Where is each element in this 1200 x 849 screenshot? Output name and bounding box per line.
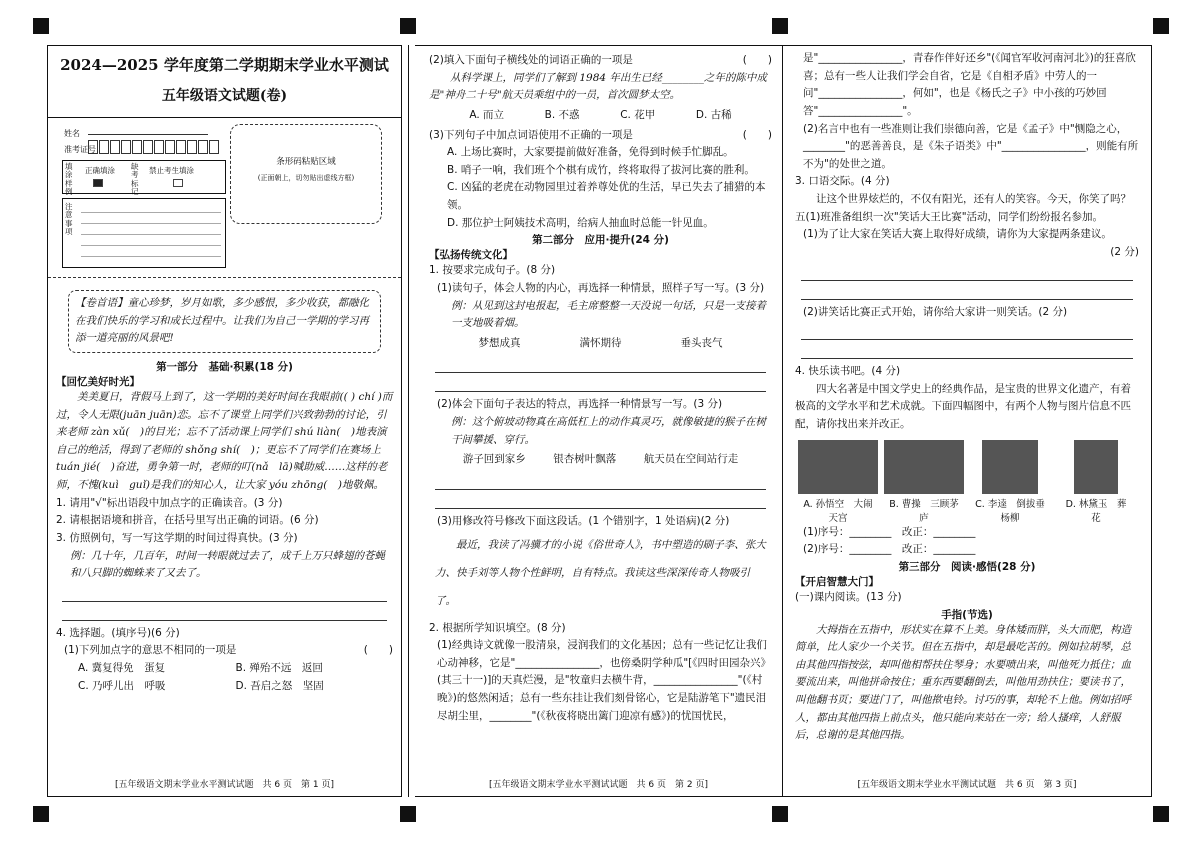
option-d[interactable]: D. 那位护士阿姨技术高明，给病人抽血时总能一针见血。 xyxy=(447,216,714,229)
registration-mark xyxy=(772,18,788,34)
picture-c: C. 李逵 倒拔垂杨柳 xyxy=(975,440,1045,524)
notice-box: 注意事项 xyxy=(62,198,226,268)
question-2: 2. 根据所学知识填空。(8 分) xyxy=(429,621,566,634)
question-1-3-text: 最近，我读了冯骥才的小说《俗世奇人》，书中塑造的刷子李、张大力、快手刘等人物个性鲜明，自有特点。我读这些深深传奇人物吸引了。 xyxy=(435,538,766,608)
question-4-3: (3)下列句子中加点词语使用不正确的一项是 ( ) xyxy=(429,128,772,141)
question-4-1-options xyxy=(56,660,393,695)
question-3-2: (2)讲笑话比赛正式开始，请你给大家讲一则笑话。(2 分) xyxy=(803,305,1068,318)
answer-line[interactable] xyxy=(62,602,387,621)
answer-line[interactable] xyxy=(435,471,766,490)
absent-checkbox[interactable] xyxy=(173,179,183,187)
question-2-1-cont: 是"________________，青春作伴好还乡"(《闻官军收河南河北》)的狂喜欣喜；总有一些人让我们学会自省，它是《自相矛盾》中劳人的一问"________________，何如"，也是《杨氏之子》中小孩的巧妙回答"________________"。 xyxy=(803,52,1136,117)
option-d[interactable]: D. 吾启之怒 坚固 xyxy=(235,679,324,692)
exam-subtitle: 五年级语文试题(卷) xyxy=(161,88,288,104)
picture-a: A. 孙悟空 大闹天宫 xyxy=(803,440,873,524)
option-c[interactable]: C. 花甲 xyxy=(620,108,656,121)
option-a[interactable]: A. 上场比赛时，大家要提前做好准备，免得到时候手忙脚乱。 xyxy=(447,146,734,159)
page-footer: [五年级语文期末学业水平测试试题 共 6 页 第 3 页] xyxy=(857,780,1077,790)
question-2-2: (2)名言中也有一些准则让我们崇德向善，它是《孟子》中"恻隐之心，________"的恶善善良，是《朱子语类》中"________________，则能有所不为"的处世之道。 xyxy=(803,122,1139,170)
answer-line[interactable] xyxy=(435,490,766,509)
passage-text: 美美夏日，背假马上到了，这一学期的美好时间在我眼前(( ) chí )而过，令人无限(juān juān)恋。忘不了课堂上同学们兴致勃勃的讨论，引来老师 zàn xǔ( )的目光；忘不了活动课上同学们 shú liàn( )地表演自己的绝活，得到了老师的 shǒng shí( )；更忘不了同学们在赛场上 tuán jié( )奋进，勇争第一时，老师的叮(nǎ lā)喊助威……这样的老师，不愧(kuì guǐ)是我们的知心人，让大家 yóu zhōng( )地敬佩。 xyxy=(56,390,393,491)
registration-mark xyxy=(400,806,416,822)
option-b[interactable]: B. 殚殆不远 返回 xyxy=(235,662,323,674)
fix-line-1[interactable]: (1)序号：________ 改正：________ xyxy=(803,525,976,538)
registration-mark xyxy=(33,806,49,822)
registration-mark xyxy=(1153,806,1169,822)
registration-mark xyxy=(33,18,49,34)
reading-text: 大拇指在五指中，形状实在算不上美。身体矮而胖，头大而肥，构造简单，比人家少一个关节。但在五指中，却是最吃苦的。例如拉胡琴，总由其他四指按弦，却叫他相帮扶住琴身；水要喷出来，叫他死力抵住；血要流出来，叫他拼命按住；重东西要翻倒去，叫他用劲扶住；要读书了，叫他翻书页；要进门了，叫他揿电铃。讨巧的事，却轮不上他。例如招呼人，都由其他四指上前点头，他只能向来站在一旁；给人搔痒，人舒服后，总谢的是其他四指。 xyxy=(795,623,1131,742)
preface-box xyxy=(68,290,381,353)
reading-section: (一)课内阅读。(13 分) xyxy=(795,590,902,603)
question-4-2-options xyxy=(429,105,772,127)
name-field[interactable] xyxy=(88,134,208,135)
question-3-text: 让这个世界炫烂的，不仅有阳光，还有人的笑容。今天，你笑了吗？五(1)班准备组织一次"笑话大王比赛"活动，同学们纷纷报名参加。 xyxy=(795,193,1131,223)
answer-line[interactable] xyxy=(435,354,766,373)
question-4-1: (1)下列加点字的意思不相同的一项是 ( ) xyxy=(64,644,393,657)
option-d[interactable]: D. 古稀 xyxy=(695,108,732,121)
question-1-1: (1)读句子，体会人物的内心，再选择一种情景，照样子写一写。(3 分) xyxy=(437,281,765,294)
registration-mark xyxy=(772,806,788,822)
scenario-options xyxy=(429,333,772,355)
question-4-2: (2)填入下面句子横线处的词语正确的一项是 ( ) xyxy=(429,54,772,66)
answer-line[interactable] xyxy=(62,583,387,602)
part-1-heading: 第一部分 基础·积累(18 分) xyxy=(156,360,293,373)
scenario-options xyxy=(429,449,772,471)
preface-text: 【卷首语】童心珍梦，岁月如歌，多少感恨，多少收获，都融化在我们快乐的学习和成长过程中。让我们为自己一学期的学习再添一道亮丽的风景吧! xyxy=(75,297,369,345)
question-3-example: 例：几十年，几百年，时间一转眼就过去了，成千上万只蜂翅的苍蝇和八只脚的蜘蛛来了又去了。 xyxy=(70,549,385,580)
id-cells[interactable] xyxy=(88,140,220,157)
fill-example-box: 填涂样例 正确填涂 缺考标记 禁止考生填涂 xyxy=(62,160,226,194)
column-divider xyxy=(408,45,409,797)
option-b[interactable]: B. 哨子一响，我们班个个棋有成竹，终将取得了拔河比赛的胜利。 xyxy=(447,163,755,176)
exam-title: 2024—2025 学年度第二学期期末学业水平测试 xyxy=(60,56,389,74)
question-3: 3. 仿照例句，写一写这学期的时间过得真快。(3 分) xyxy=(56,531,298,544)
page-footer: [五年级语文期末学业水平测试试题 共 6 页 第 2 页] xyxy=(489,780,708,790)
question-4-2-text: 从科学课上，同学们了解到 1984 年出生已经________之年的陈中成是"神舟二十号"航天员乘组中的一员，首次圆梦太空。 xyxy=(429,71,767,102)
picture-d: D. 林黛玉 葬花 xyxy=(1061,440,1131,524)
fix-line-2[interactable]: (2)序号：________ 改正：________ xyxy=(803,543,976,556)
part-2-heading: 第二部分 应用·提升(24 分) xyxy=(532,234,669,247)
name-label: 姓名 xyxy=(64,129,80,138)
option-c[interactable]: C. 乃呼儿出 呼吸 xyxy=(78,679,166,692)
page-footer: [五年级语文期末学业水平测试试题 共 6 页 第 1 页] xyxy=(115,780,334,790)
question-1-1-example: 例：从见到这封电报起，毛主席整整一天没说一句话，只是一支接着一支地吸着烟。 xyxy=(451,299,766,330)
scenario: 航天员在空间站行走 xyxy=(643,453,739,466)
answer-line[interactable] xyxy=(801,340,1133,359)
section-heading: 【开启智慧大门】 xyxy=(795,575,879,588)
question-1: 1. 请用"√"标出语段中加点字的正确读音。(3 分) xyxy=(56,496,283,509)
question-1-2-example: 例：这个俯坡动物真在高低杠上的动作真灵巧，就像敏捷的猴子在树干间攀援、穿行。 xyxy=(451,416,766,446)
scenario: 梦想成真 xyxy=(478,336,521,349)
reading-title: 手指(节选) xyxy=(941,608,993,621)
question-2-1: (1)经典诗文就像一股清泉，浸润我们的文化基因；总有一些记忆让我们心动神移，它是"________________，也傍桑阴学种瓜"[《四时田园杂兴》(其三十一)]的天真烂漫，是"牧童归去横牛背，________________"(《村晚》)的悠然闲适；总有一些东挂让我们刻骨铭心，它是陆游笔下"遗民泪尽胡尘里，________"(《秋夜将晓出篱门迎凉有感》)的忧国忧民， xyxy=(437,639,772,722)
option-a[interactable]: A. 而立 xyxy=(469,108,505,121)
question-1: 1. 按要求完成句子。(8 分) xyxy=(429,264,556,277)
section-heading: 【弘扬传统文化】 xyxy=(429,249,513,262)
picture-b: B. 曹操 三顾茅庐 xyxy=(889,440,959,524)
question-1-2: (2)体会下面句子表达的特点，再选择一种情景写一写。(3 分) xyxy=(437,398,723,411)
answer-line[interactable] xyxy=(801,262,1133,281)
registration-mark xyxy=(1153,18,1169,34)
option-a[interactable]: A. 冀复得免 蛋复 xyxy=(78,662,166,674)
registration-mark xyxy=(400,18,416,34)
question-4: 4. 选择题。(填序号)(6 分) xyxy=(56,626,180,639)
answer-line[interactable] xyxy=(801,281,1133,300)
question-3-1: (1)为了让大家在笑话大赛上取得好成绩，请你为大家提两条建议。 (2 分) xyxy=(803,228,1139,258)
question-3: 3. 口语交际。(4 分) xyxy=(795,175,890,188)
option-c[interactable]: C. 凶猛的老虎在动物园里过着养尊处优的生活，早已失去了捕猎的本领。 xyxy=(447,181,766,211)
part-3-heading: 第三部分 阅读·感悟(28 分) xyxy=(898,560,1036,573)
picture-row xyxy=(795,440,1139,524)
question-1-3: (3)用修改符号修改下面这段话。(1 个错别字，1 处语病)(2 分) xyxy=(437,514,730,527)
option-b[interactable]: B. 不惑 xyxy=(544,108,580,121)
scenario: 银杏树叶飘落 xyxy=(553,453,617,466)
answer-line[interactable] xyxy=(435,373,766,392)
section-heading: 【回忆美好时光】 xyxy=(56,375,140,388)
answer-line[interactable] xyxy=(801,321,1133,340)
scenario: 垂头丧气 xyxy=(680,336,723,349)
id-label: 准考证号 xyxy=(64,145,96,154)
page-2 xyxy=(415,45,782,797)
scenario: 游子回到家乡 xyxy=(462,453,526,466)
barcode-area: 条形码粘贴区域 (正面朝上，切勿贴出虚线方框) xyxy=(230,124,382,224)
scenario: 满怀期待 xyxy=(579,336,622,349)
page-1 xyxy=(47,45,402,797)
question-2: 2. 请根据语境和拼音，在括号里写出正确的词语。(6 分) xyxy=(56,514,319,527)
question-4-text: 四大名著是中国文学史上的经典作品，是宝贵的世界文化遗产，有着极高的文学水平和艺术成就。下面四幅图中，有两个人物与图片信息不匹配，请你找出来并改正。 xyxy=(795,382,1131,430)
correct-fill-example xyxy=(93,179,103,187)
question-4: 4. 快乐读书吧。(4 分) xyxy=(795,365,901,378)
page-3 xyxy=(782,45,1152,797)
candidate-info-area xyxy=(48,117,401,277)
